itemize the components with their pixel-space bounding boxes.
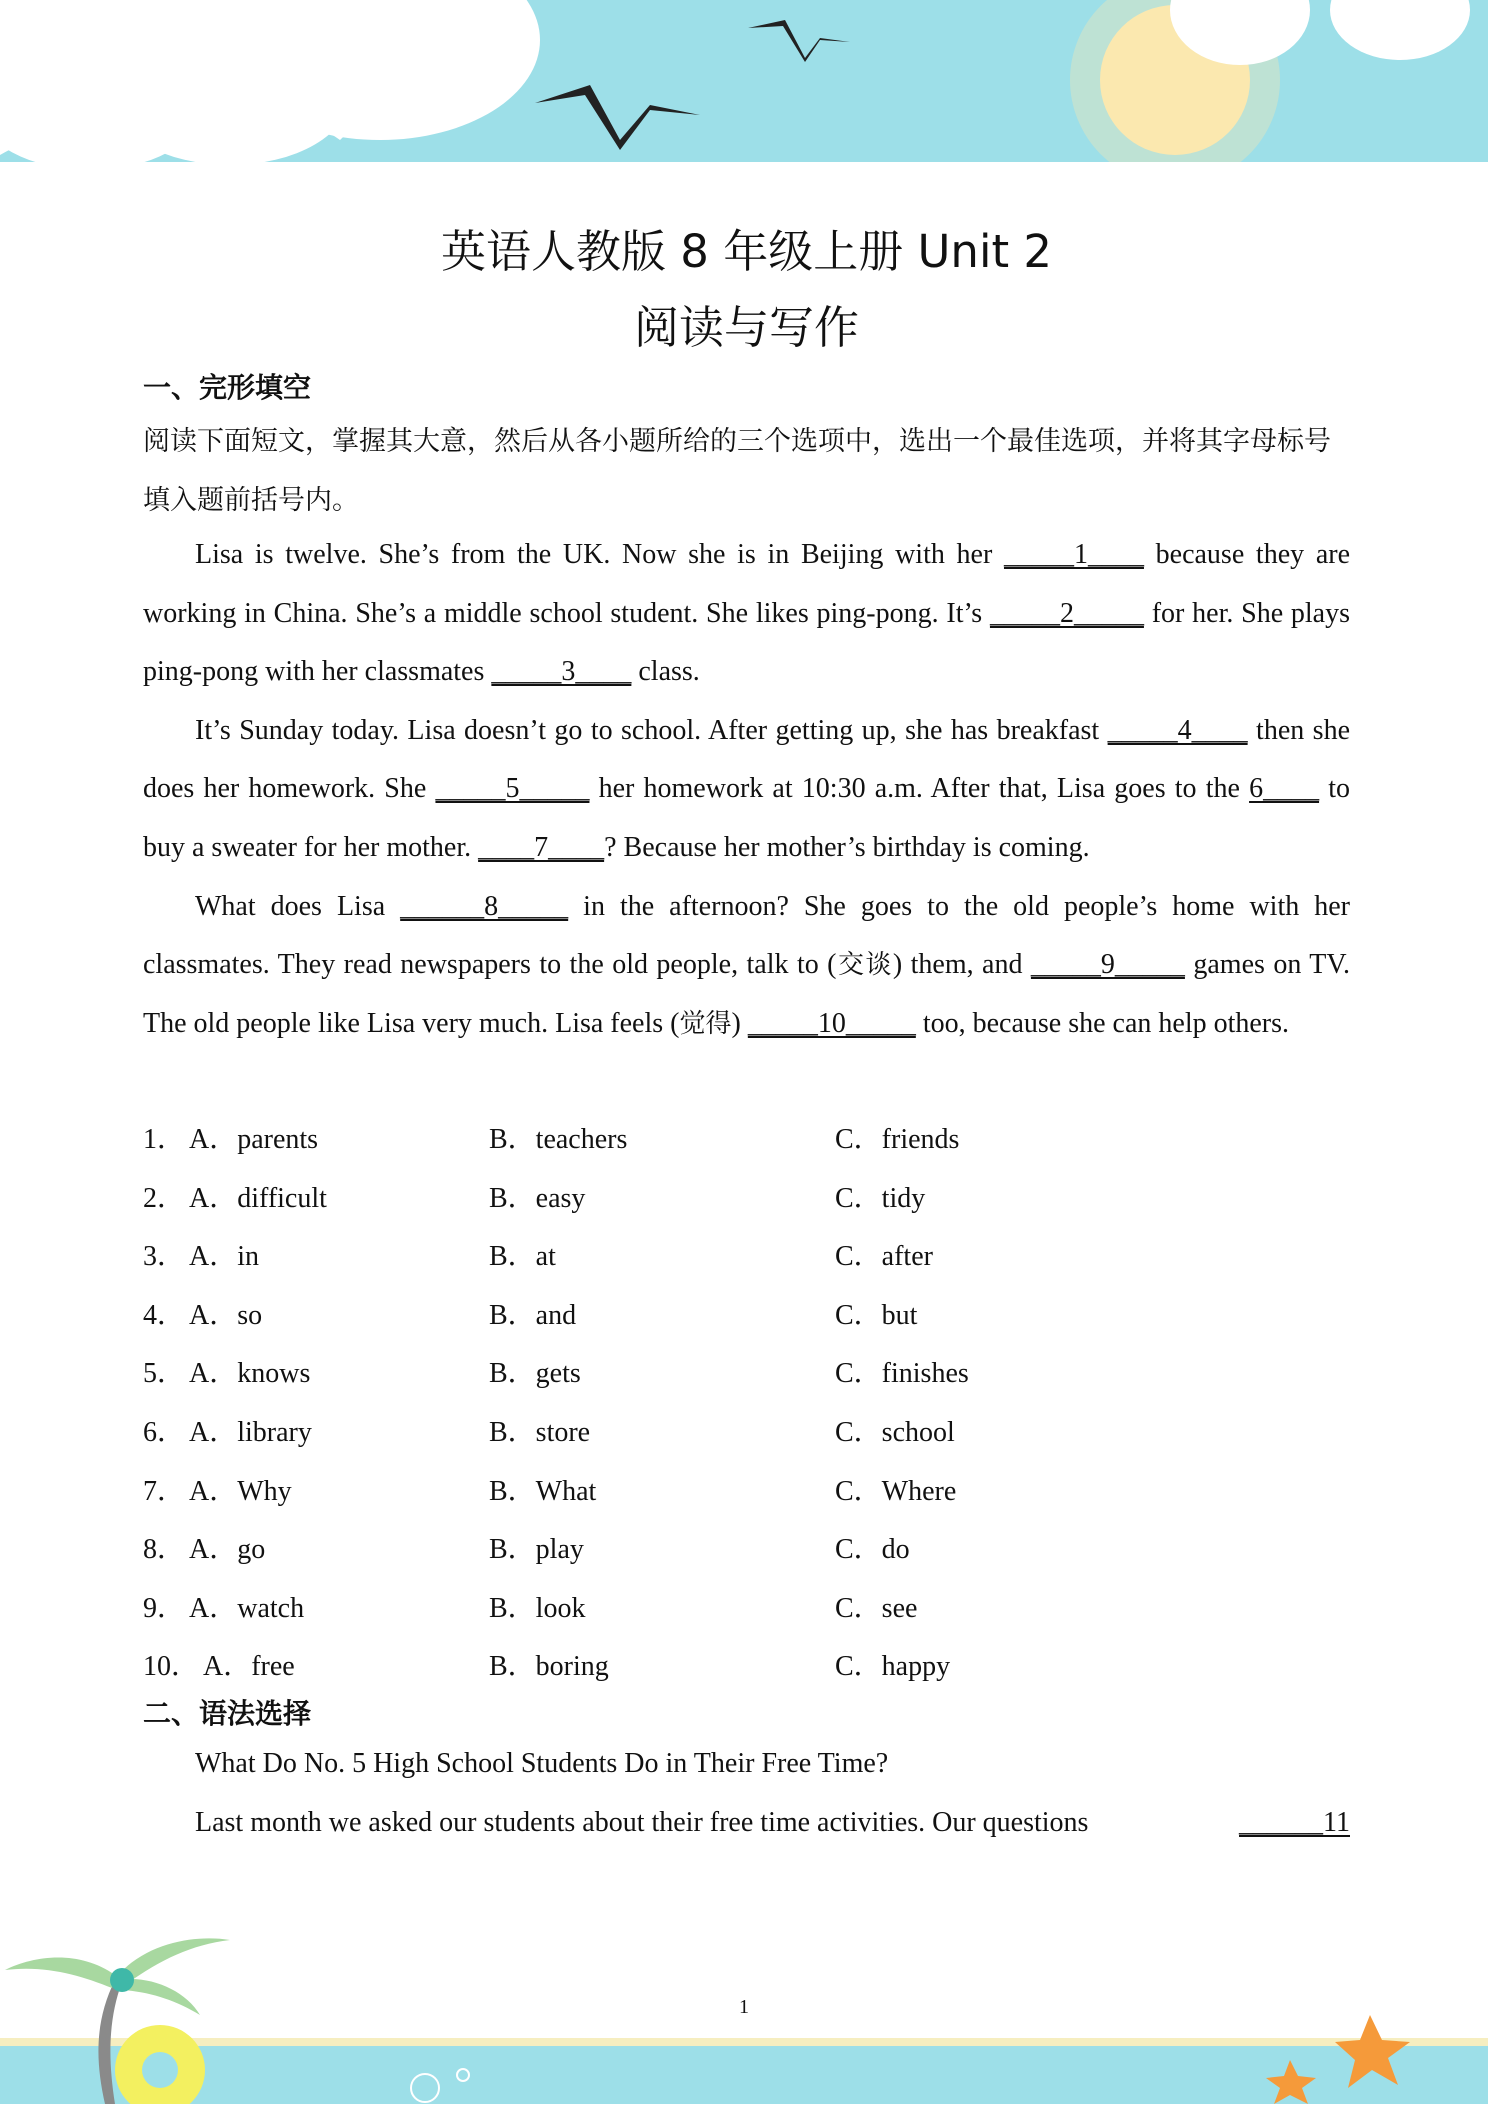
option-row: 1． A．parents B．teachers C．friends <box>143 1111 1350 1170</box>
passage-paragraph: What does Lisa ______8_____ in the afternoon? She goes to the old people’s home with her classmates. They read newspapers to the old people, talk to (交谈) them, and _____9_____ games on TV. The old people like Lisa very much. Lisa feels (觉得) _____10_____ too, because she can help others. <box>143 890 1350 1039</box>
option-b: B．What <box>489 1475 597 1507</box>
option-c: C．happy <box>835 1651 951 1683</box>
answer-blank: _____1____ <box>1003 539 1144 570</box>
option-a: A．in <box>189 1241 260 1273</box>
document-title: 英语人教版 8 年级上册 Unit 2 <box>440 225 1053 278</box>
answer-blank: _____10_____ <box>747 1007 916 1039</box>
option-b: B．and <box>489 1299 577 1331</box>
section-instruction: 阅读下面短文，掌握其大意，然后从各小题所给的三个选项中，选出一个最佳选项，并将其字母标号填入题前括号内。 <box>143 426 1331 516</box>
passage-paragraph: Lisa is twelve. She’s from the UK. Now she is in Beijing with her _____1____ because they are working in China. She’s a middle school student. She likes ping-pong. It’s _____2_____ for her. She plays ping-pong with her classmates _____3____ class. <box>143 539 1351 688</box>
answer-blank: _____4____ <box>1107 714 1248 746</box>
section-heading-grammar: 二、语法选择 <box>143 1697 312 1730</box>
option-a: A．watch <box>189 1592 305 1624</box>
option-c: C．friends <box>835 1124 960 1155</box>
option-b: B．look <box>489 1592 586 1624</box>
option-c: C．do <box>835 1534 910 1566</box>
option-row: 3． A．in B．at C．after <box>143 1228 1350 1287</box>
answer-blank: _____2_____ <box>989 597 1144 629</box>
passage-paragraph: It’s Sunday today. Lisa doesn’t go to school. After getting up, she has breakfast _____4____ then she does her homework. She _____5_____ her homework at 10:30 a.m. After that, Lisa goes to the 6____ to buy a sweater for her mother. ____7____? Because her mother’s birthday is coming. <box>143 714 1350 863</box>
option-a: A．go <box>189 1534 266 1566</box>
option-c: C．see <box>835 1592 918 1624</box>
grammar-passage-line: Last month we asked our students about their free time activities. Our questions ______11 <box>195 1803 1350 1843</box>
option-b: B．store <box>489 1416 591 1448</box>
option-c: C．after <box>835 1241 933 1273</box>
option-b: B．teachers <box>489 1124 628 1155</box>
option-c: C．finishes <box>835 1358 969 1390</box>
option-a: A．knows <box>189 1358 311 1390</box>
option-row: 8． A．go B．play C．do <box>143 1521 1350 1580</box>
option-c: C．school <box>835 1416 955 1448</box>
option-row: 9． A．watch B．look C．see <box>143 1580 1350 1639</box>
option-row: 7． A．Why B．What C．Where <box>143 1463 1350 1522</box>
document-subtitle: 阅读与写作 <box>633 301 859 354</box>
option-b: B．play <box>489 1534 584 1566</box>
header-sky-decoration <box>0 0 1488 170</box>
option-row: 6． A．library B．store C．school <box>143 1404 1350 1463</box>
option-b: B．boring <box>489 1651 609 1683</box>
answer-blank: ______11 <box>1239 1807 1350 1838</box>
option-row: 5． A．knows B．gets C．finishes <box>143 1345 1350 1404</box>
option-c: C．tidy <box>835 1182 926 1214</box>
option-a: A．so <box>189 1299 263 1331</box>
answer-blank: ______8_____ <box>400 890 569 922</box>
option-c: C．Where <box>835 1475 957 1507</box>
page-number: 1 <box>739 1996 749 2018</box>
option-row: 10． A．free B．boring C．happy <box>143 1638 1350 1697</box>
answer-blank: _____3____ <box>491 656 632 688</box>
option-b: B．gets <box>489 1358 581 1390</box>
option-b: B．at <box>489 1241 556 1273</box>
section-heading-cloze: 一、完形填空 <box>143 371 312 404</box>
grammar-passage-title: What Do No. 5 High School Students Do in Their Free Time? <box>195 1748 889 1779</box>
option-b: B．easy <box>489 1182 586 1214</box>
cloze-passage <box>143 526 1350 1053</box>
option-a: A．Why <box>189 1475 292 1507</box>
answer-blank: ____7____ <box>478 831 605 863</box>
answer-blank: _____5_____ <box>435 773 590 805</box>
option-row: 2． A．difficult B．easy C．tidy <box>143 1170 1350 1229</box>
option-a: A．difficult <box>189 1182 327 1214</box>
option-a: A．library <box>189 1416 312 1448</box>
option-a: A．free <box>203 1651 295 1683</box>
option-row: 4． A．so B．and C．but <box>143 1287 1350 1346</box>
option-c: C．but <box>835 1299 918 1331</box>
option-a: A．parents <box>189 1124 319 1155</box>
answer-blank: _____9_____ <box>1030 949 1185 981</box>
answer-blank: 6____ <box>1249 773 1320 805</box>
options-list <box>143 1111 1350 1697</box>
